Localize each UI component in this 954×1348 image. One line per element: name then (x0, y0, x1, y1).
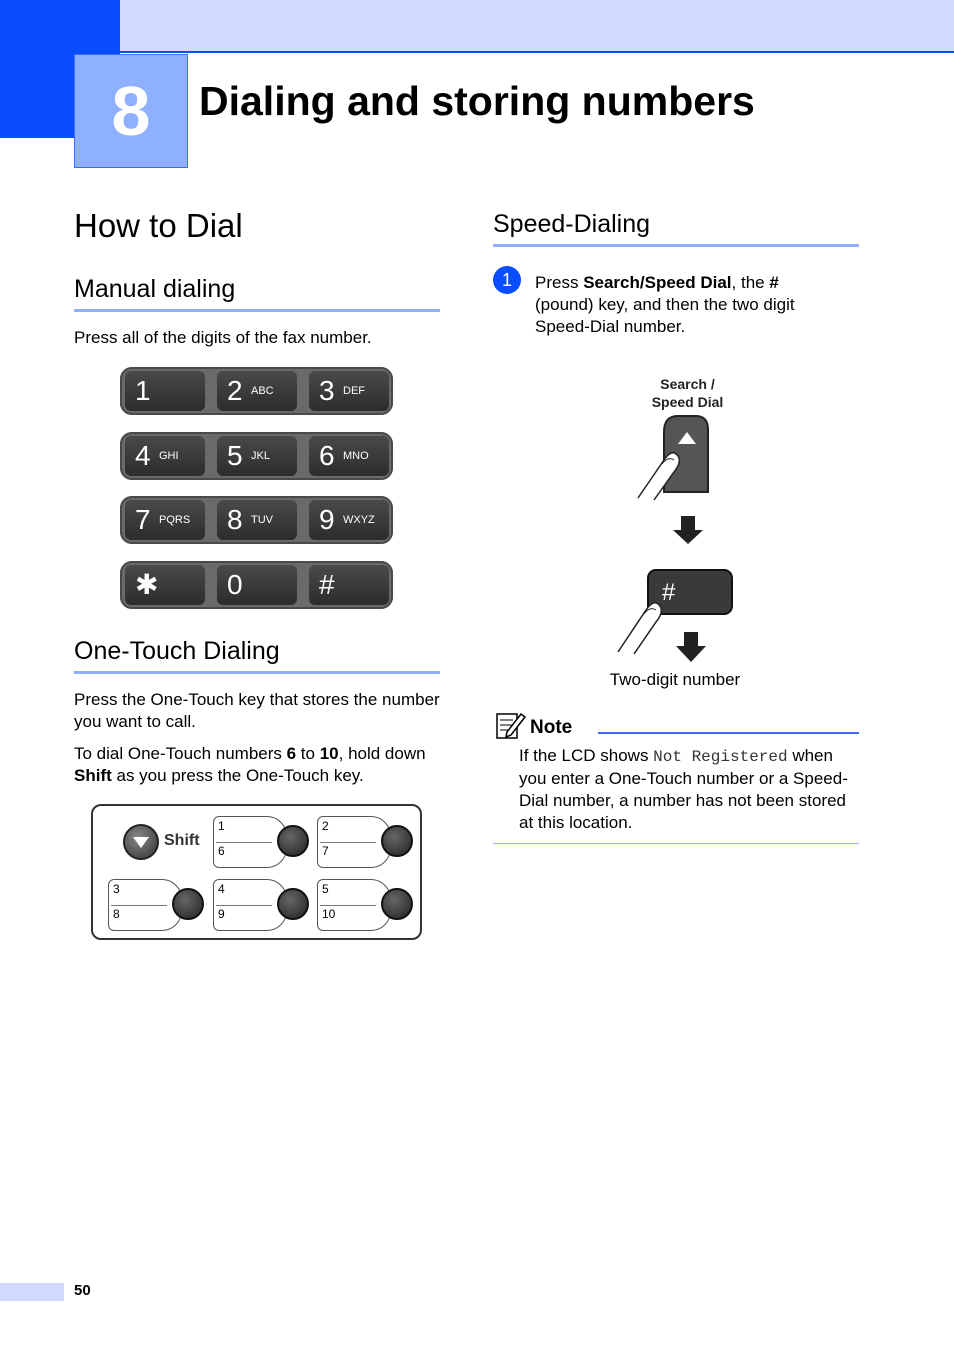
speed-dialing-heading: Speed-Dialing (493, 210, 651, 238)
search-speed-dial-label: Search / Speed Dial (651, 376, 724, 410)
one-touch-instructions: To dial One-Touch numbers 6 to 10, hold down Shift as you press the One-Touch key. (74, 744, 426, 785)
section-rule (74, 309, 440, 312)
one-touch-key: 3 8 (108, 879, 208, 931)
keypad-row (120, 496, 393, 544)
key-4: 4 GHI (125, 436, 205, 476)
key-1: 1 (125, 371, 205, 411)
note-top-rule (598, 732, 859, 734)
note-text: If the LCD shows Not Registered when you enter a One-Touch number or a Speed-Dial number, a number has not been stored at this location. (519, 746, 848, 832)
key-2: 2 ABC (217, 371, 297, 411)
one-touch-panel (91, 804, 422, 940)
step-number: 1 (493, 266, 521, 294)
one-touch-key: 2 7 (317, 816, 417, 868)
shift-button (123, 824, 159, 860)
header-rule (120, 51, 954, 53)
key-8: 8 TUV (217, 500, 297, 540)
one-touch-key: 1 6 (213, 816, 313, 868)
note-pencil-icon (495, 710, 527, 740)
section-rule (74, 671, 440, 674)
key-9: 9 WXYZ (309, 500, 389, 540)
keypad-row (120, 432, 393, 480)
hash-key-label: # (662, 579, 676, 606)
shift-label: Shift (164, 832, 200, 849)
header-band (0, 0, 954, 52)
key-0: 0 (217, 565, 297, 605)
one-touch-key: 5 10 (317, 879, 417, 931)
shift-arrow-icon (125, 826, 157, 858)
keypad-row (120, 561, 393, 609)
page-number: 50 (74, 1282, 91, 1299)
one-touch-heading: One-Touch Dialing (74, 637, 280, 665)
chapter-number: 8 (74, 54, 188, 168)
how-to-dial-heading: How to Dial (74, 207, 243, 244)
manual-dialing-heading: Manual dialing (74, 275, 236, 303)
section-rule (493, 244, 859, 247)
key-6: 6 MNO (309, 436, 389, 476)
speed-dial-step-text: Press Search/Speed Dial, the # (pound) key, and then the two digit Speed-Dial number. (535, 273, 795, 336)
down-arrow-icon (676, 632, 706, 662)
keypad-row (120, 367, 393, 415)
footer-bar (0, 1283, 64, 1301)
key-5: 5 JKL (217, 436, 297, 476)
key-3: 3 DEF (309, 371, 389, 411)
chapter-title: Dialing and storing numbers (199, 78, 755, 124)
finger-icon (618, 603, 661, 654)
key-star: ✱ (125, 565, 205, 605)
down-arrow-icon (673, 516, 703, 544)
one-touch-text: Press the One-Touch key that stores the number you want to call. (74, 690, 440, 731)
two-digit-caption: Two-digit number (609, 670, 741, 689)
speed-dial-figure (610, 410, 760, 670)
manual-dialing-text: Press all of the digits of the fax number. (74, 328, 372, 347)
note-bottom-rule (493, 843, 859, 844)
one-touch-key: 4 9 (213, 879, 313, 931)
note-title: Note (530, 717, 573, 738)
key-7: 7 PQRS (125, 500, 205, 540)
key-hash: # (309, 565, 389, 605)
